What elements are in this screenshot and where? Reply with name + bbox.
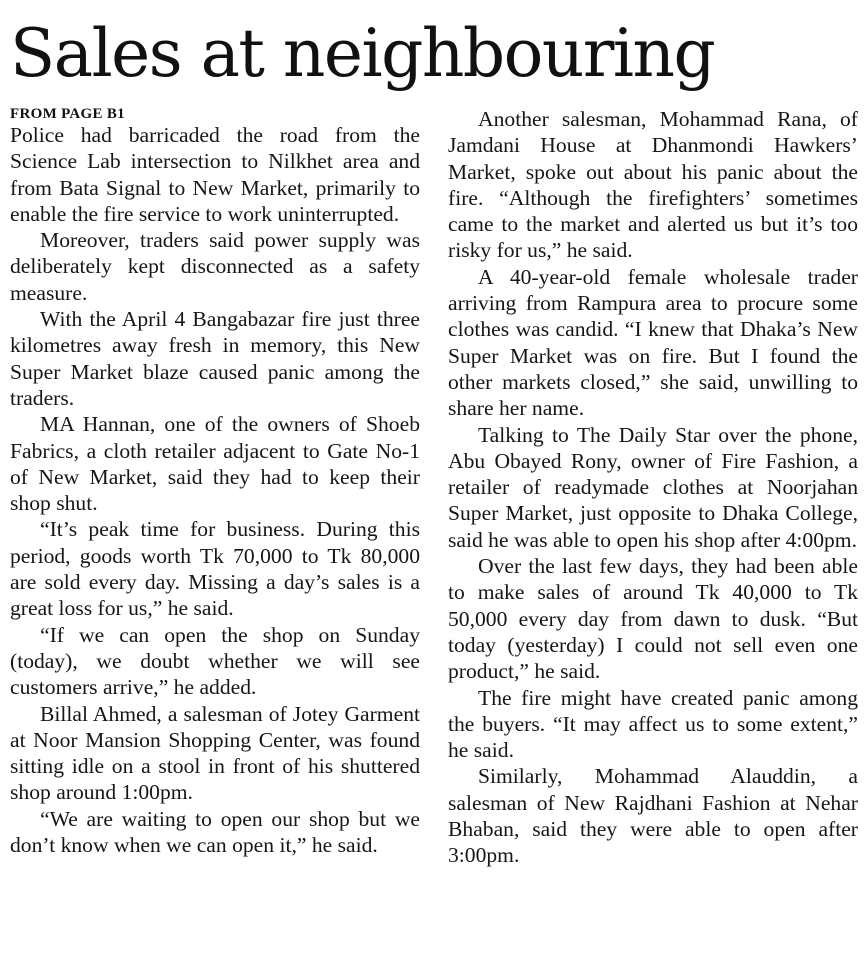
article-paragraph: Another salesman, Mohammad Rana, of Jamdani House at Dhanmondi Hawkers’ Market, spoke out about his panic about the fire. “Although the firefighters’ sometimes came to the market and alerted us but it’s too risky for us,” he said. [448,107,858,263]
article-paragraph: The fire might have created panic among the buyers. “It may affect us to some extent,” he said. [448,685,858,763]
continuation-kicker: FROM PAGE B1 [10,106,125,122]
article-paragraph: “If we can open the shop on Sunday (today), we doubt whether we will see customers arrive,” he added. [10,622,420,700]
article-paragraph: With the April 4 Bangabazar fire just three kilometres away fresh in memory, this New Super Market blaze caused panic among the traders. [10,307,420,410]
article-paragraph: Talking to The Daily Star over the phone, Abu Obayed Rony, owner of Fire Fashion, a retailer of readymade clothes at Noorjahan Super Market, just opposite to Dhaka College, said he was able to open his shop after 4:00pm. [448,422,858,552]
article-paragraph: Billal Ahmed, a salesman of Jotey Garment at Noor Mansion Shopping Center, was found sitting idle on a stool in front of his shuttered shop around 1:00pm. [10,701,420,805]
article-paragraph: Over the last few days, they had been able to make sales of around Tk 40,000 to Tk 50,000 every day from dawn to dusk. “But today (yesterday) I could not sell even one product,” he said. [448,554,858,684]
article-column-left [10,106,420,858]
article-paragraph: Moreover, traders said power supply was deliberately kept disconnected as a safety measure. [10,228,420,305]
article-column-right [448,106,858,869]
article-paragraph: MA Hannan, one of the owners of Shoeb Fabrics, a cloth retailer adjacent to Gate No-1 of New Market, said they had to keep their shop shut. [10,412,420,516]
article-paragraph: Police had barricaded the road from the Science Lab intersection to Nilkhet area and from Bata Signal to New Market, primarily to enable the fire service to work uninterrupted. [10,123,420,226]
article-paragraph: “It’s peak time for business. During this period, goods worth Tk 70,000 to Tk 80,000 are sold every day. Missing a day’s sales is a great loss for us,” he said. [10,517,420,621]
article-paragraph: A 40-year-old female wholesale trader arriving from Rampura area to procure some clothes was candid. “I knew that Dhaka’s New Super Market was on fire. But I found the other markets closed,” she said, unwilling to share her name. [448,264,858,421]
article-paragraph: “We are waiting to open our shop but we don’t know when we can open it,” he said. [10,806,420,858]
article-paragraph: Similarly, Mohammad Alauddin, a salesman of New Rajdhani Fashion at Nehar Bhaban, said they were able to open after 3:00pm. [448,764,858,868]
headline: Sales at neighbouring [10,15,715,92]
